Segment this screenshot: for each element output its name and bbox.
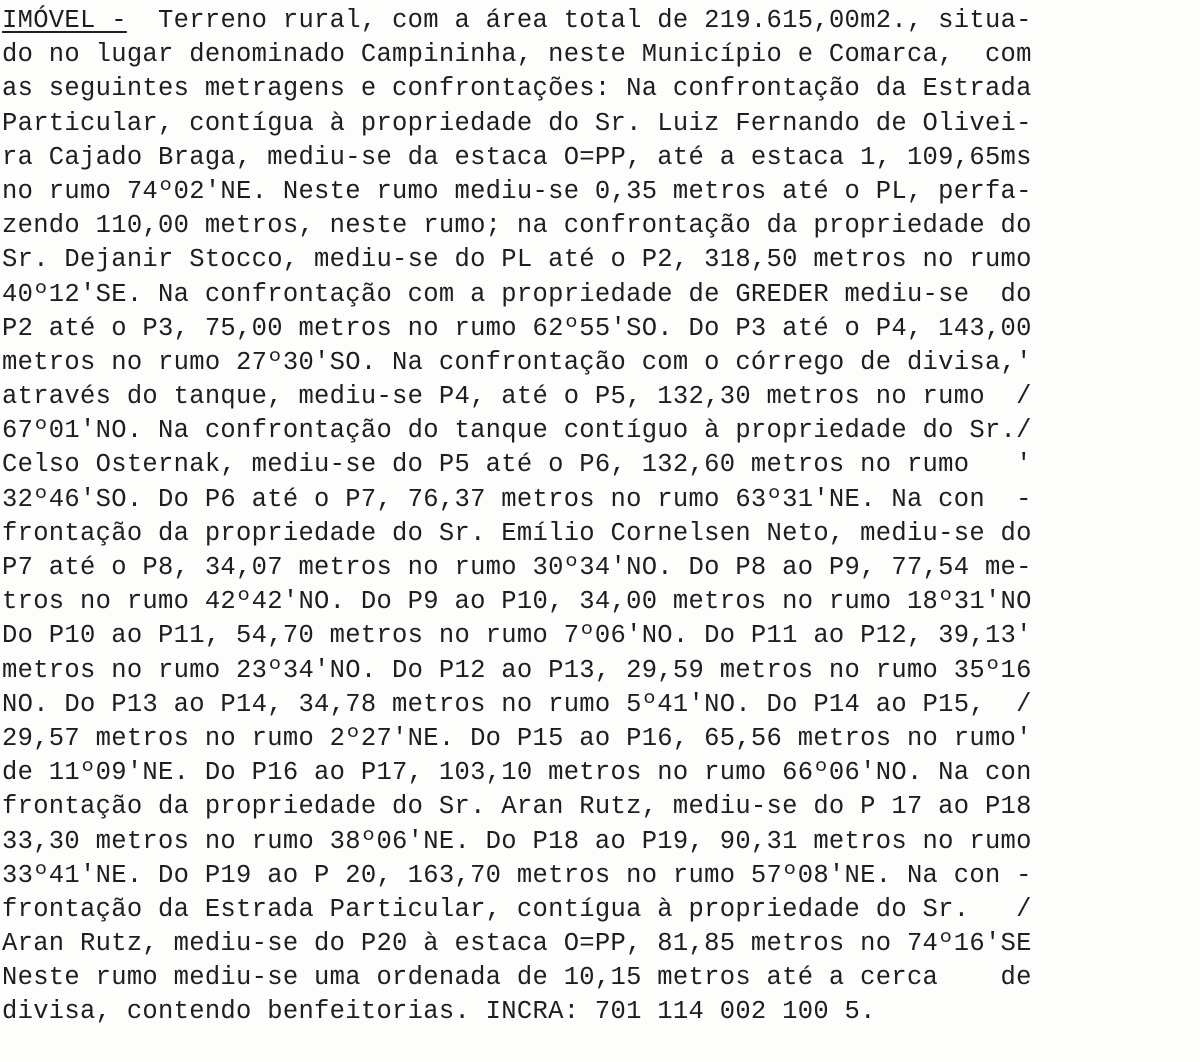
- text-line: frontação da propriedade do Sr. Aran Rutz, mediu-se do P 17 ao P18: [2, 792, 1032, 822]
- text-line: Neste rumo mediu-se uma ordenada de 10,15 metros até a cerca de: [2, 963, 1032, 993]
- property-heading: IMÓVEL -: [2, 6, 127, 35]
- text-line: Celso Osternak, mediu-se do P5 até o P6, 132,60 metros no rumo ': [2, 450, 1032, 480]
- text-line: no rumo 74º02'NE. Neste rumo mediu-se 0,35 metros até o PL, perfa-: [2, 176, 1032, 206]
- text-line: Particular, contígua à propriedade do Sr. Luiz Fernando de Olivei-: [2, 108, 1032, 138]
- text-line: frontação da Estrada Particular, contígua à propriedade do Sr. /: [2, 894, 1032, 924]
- text-line: 29,57 metros no rumo 2º27'NE. Do P15 ao P16, 65,56 metros no rumo': [2, 723, 1032, 753]
- text-line: 33º41'NE. Do P19 ao P 20, 163,70 metros no rumo 57º08'NE. Na con -: [2, 860, 1032, 890]
- line-text: Terreno rural, com a área total de 219.615,00m2., situa-: [126, 6, 1032, 35]
- text-line: do no lugar denominado Campininha, neste Município e Comarca, com: [2, 40, 1032, 70]
- text-line: NO. Do P13 ao P14, 34,78 metros no rumo 5º41'NO. Do P14 ao P15, /: [2, 689, 1032, 719]
- text-line: tros no rumo 42º42'NO. Do P9 ao P10, 34,00 metros no rumo 18º31'NO: [2, 587, 1032, 617]
- text-line: zendo 110,00 metros, neste rumo; na confrontação da propriedade do: [2, 211, 1032, 241]
- text-line: Sr. Dejanir Stocco, mediu-se do PL até o P2, 318,50 metros no rumo: [2, 245, 1032, 275]
- property-description: [2, 4, 1198, 1030]
- text-line: frontação da propriedade do Sr. Emílio Cornelsen Neto, mediu-se do: [2, 518, 1032, 548]
- text-line: Do P10 ao P11, 54,70 metros no rumo 7º06'NO. Do P11 ao P12, 39,13': [2, 621, 1032, 651]
- text-line: [2, 4, 1198, 38]
- text-line: 32º46'SO. Do P6 até o P7, 76,37 metros no rumo 63º31'NE. Na con -: [2, 484, 1032, 514]
- text-line: divisa, contendo benfeitorias. INCRA: 701 114 002 100 5.: [2, 997, 876, 1027]
- text-line: através do tanque, mediu-se P4, até o P5, 132,30 metros no rumo /: [2, 382, 1032, 412]
- text-line: metros no rumo 23º34'NO. Do P12 ao P13, 29,59 metros no rumo 35º16: [2, 655, 1032, 685]
- text-line: 40º12'SE. Na confrontação com a propriedade de GREDER mediu-se do: [2, 279, 1032, 309]
- text-line: ra Cajado Braga, mediu-se da estaca O=PP, até a estaca 1, 109,65ms: [2, 142, 1032, 172]
- text-line: 67º01'NO. Na confrontação do tanque contíguo à propriedade do Sr./: [2, 416, 1032, 446]
- text-line: as seguintes metragens e confrontações: Na confrontação da Estrada: [2, 74, 1032, 104]
- text-line: 33,30 metros no rumo 38º06'NE. Do P18 ao P19, 90,31 metros no rumo: [2, 826, 1032, 856]
- text-line: P2 até o P3, 75,00 metros no rumo 62º55'SO. Do P3 até o P4, 143,00: [2, 313, 1032, 343]
- text-line: metros no rumo 27º30'SO. Na confrontação com o córrego de divisa,': [2, 347, 1032, 377]
- text-line: Aran Rutz, mediu-se do P20 à estaca O=PP, 81,85 metros no 74º16'SE: [2, 929, 1032, 959]
- text-line: de 11º09'NE. Do P16 ao P17, 103,10 metros no rumo 66º06'NO. Na con: [2, 758, 1032, 788]
- text-line: P7 até o P8, 34,07 metros no rumo 30º34'NO. Do P8 ao P9, 77,54 me-: [2, 553, 1032, 582]
